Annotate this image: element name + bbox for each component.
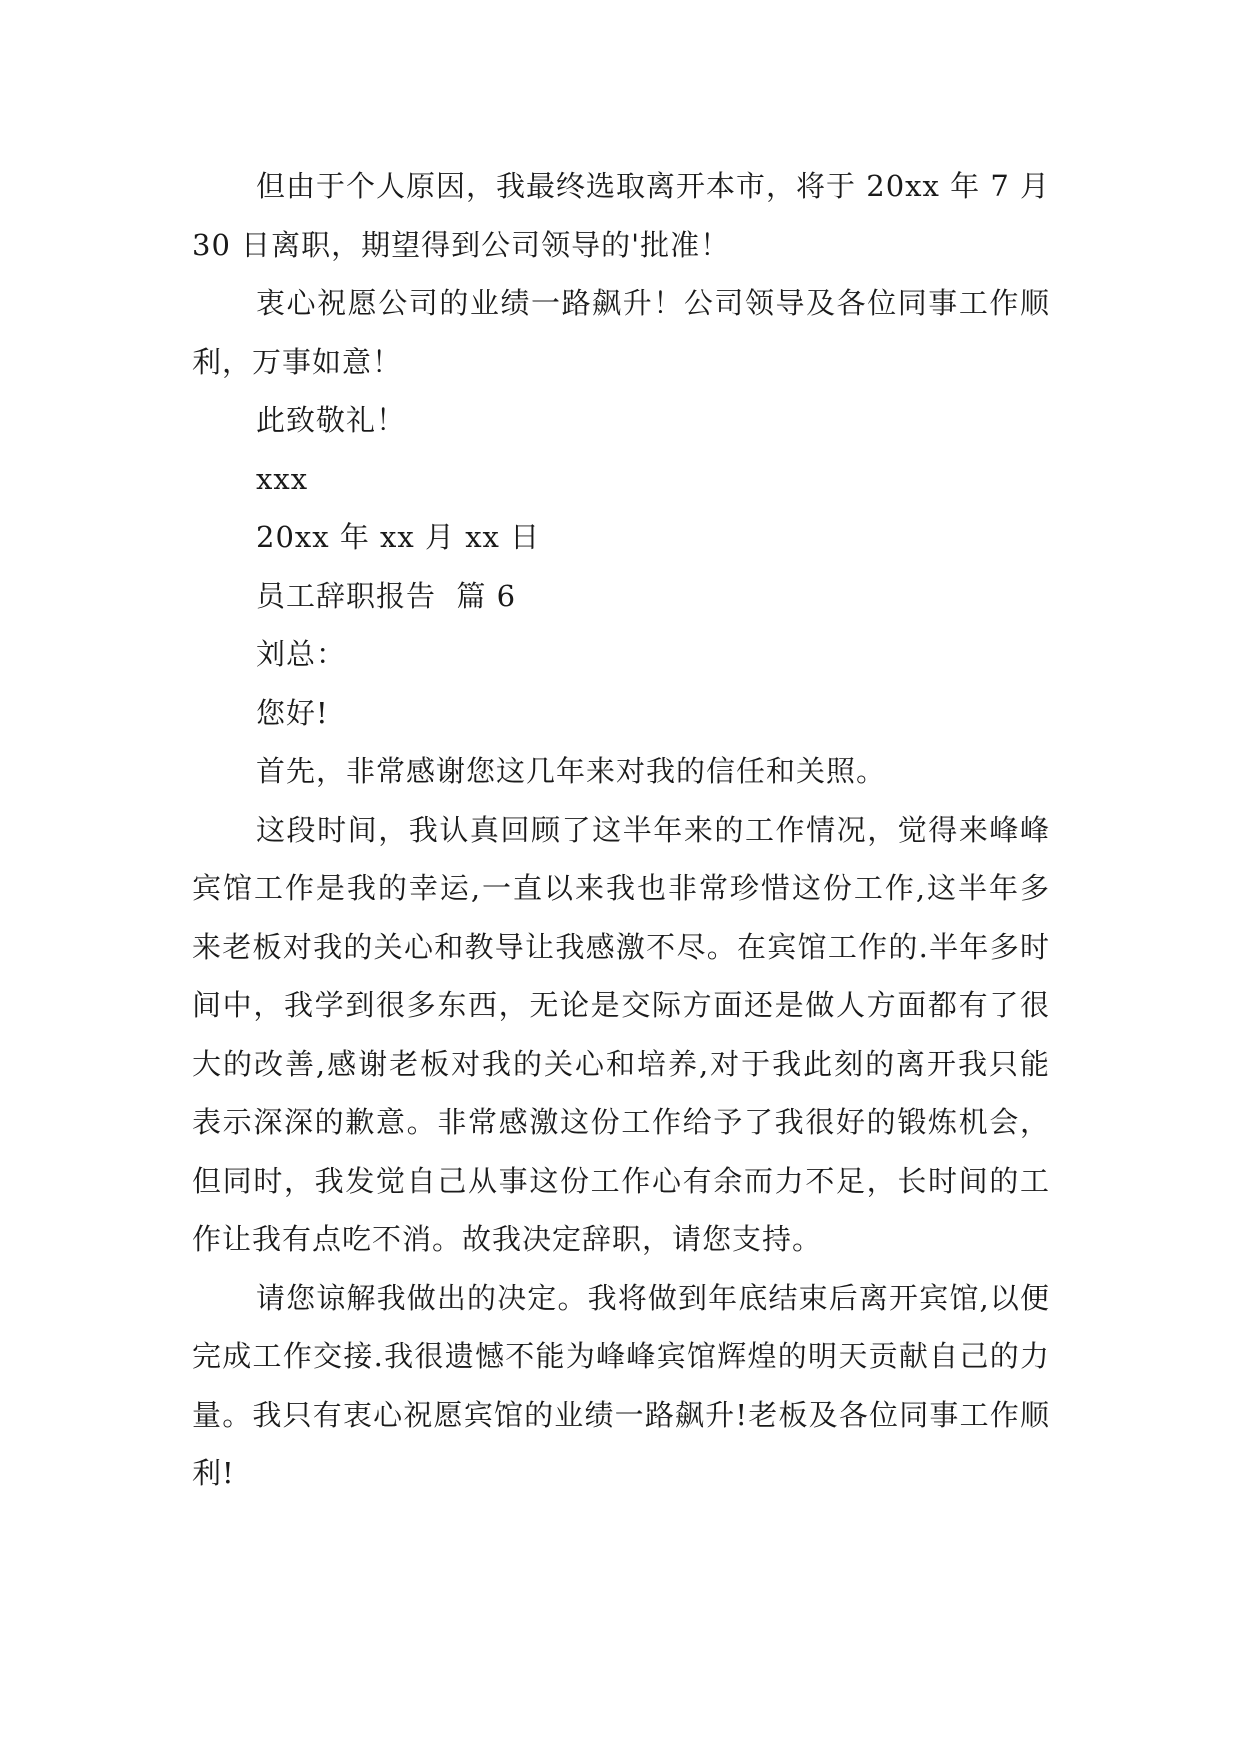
body-paragraph-reflection: 这段时间，我认真回顾了这半年来的工作情况，觉得来峰峰宾馆工作是我的幸运,一直以来我也非常珍惜这份工作,这半年多来老板对我的关心和教导让我感激不尽。在宾馆工作的.半年多时间中，我学到很多东西，无论是交际方面还是做人方面都有了很大的改善,感谢老板对我的关心和培养,对于我此刻的离开我只能表示深深的歉意。非常感激这份工作给予了我很好的锻炼机会，但同时，我发觉自己从事这份工作心有余而力不足，长时间的工作让我有点吃不消。故我决定辞职，请您支持。: [192, 812, 1050, 1256]
section-title: 员工辞职报告 篇 6: [256, 578, 517, 613]
body-paragraph-thanks: 首先，非常感谢您这几年来对我的信任和关照。: [256, 754, 887, 788]
date-line: 20xx 年 xx 月 xx 日: [256, 520, 541, 554]
paragraph-wishes: 衷心祝愿公司的业绩一路飙升！公司领导及各位同事工作顺利，万事如意！: [192, 286, 1050, 379]
greeting-line: 您好!: [256, 695, 329, 730]
body-paragraph-decision: 请您谅解我做出的决定。我将做到年底结束后离开宾馆,以便完成工作交接.我很遗憾不能为峰峰宾馆辉煌的明天贡献自己的力量。我只有衷心祝愿宾馆的业绩一路飙升!老板及各位同事工作顺利!: [192, 1280, 1050, 1490]
signature-line: xxx: [256, 461, 309, 496]
closing-line: 此致敬礼！: [256, 403, 407, 437]
salutation-line: 刘总：: [256, 637, 347, 671]
paragraph-departure: 但由于个人原因，我最终选取离开本市，将于 20xx 年 7 月 30 日离职，期望得到公司领导的'批准！: [192, 169, 1050, 262]
document-body: [192, 157, 1050, 1503]
